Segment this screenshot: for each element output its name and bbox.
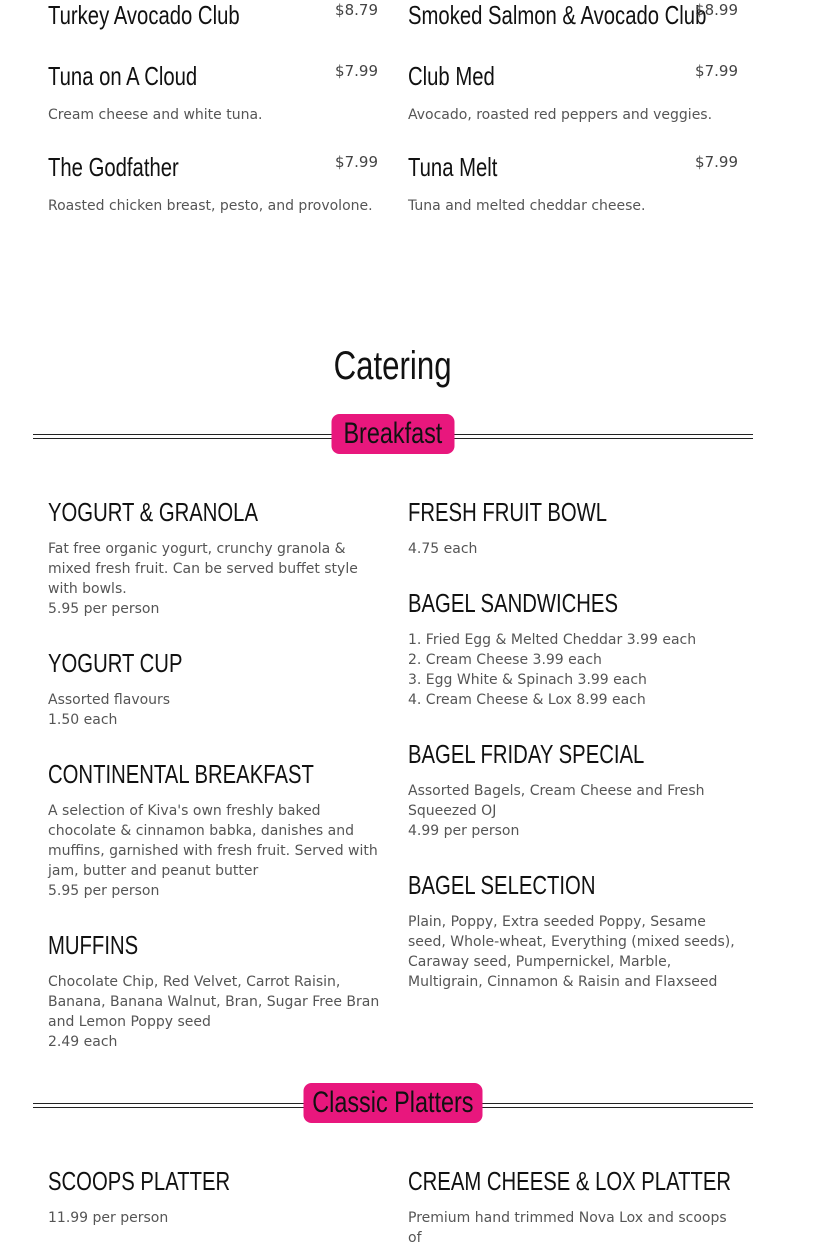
- catering-item-name: MUFFINS: [48, 930, 139, 960]
- menu-item-name: Turkey Avocado Club: [48, 0, 240, 30]
- catering-heading: [0, 344, 785, 388]
- menu-item-name: Smoked Salmon & Avocado Club: [408, 0, 707, 30]
- catering-item-price: 4.75 each: [408, 541, 478, 557]
- catering-title: Catering: [333, 344, 452, 388]
- menu-item-price: $7.99: [335, 62, 378, 80]
- catering-item-yogurt-cup: [48, 648, 383, 730]
- catering-item-yogurt-granola: [48, 497, 383, 619]
- catering-item-name: BAGEL SANDWICHES: [408, 588, 618, 618]
- menu-item-name: Tuna on A Cloud: [48, 61, 198, 91]
- catering-item-description: A selection of Kiva's own freshly baked chocolate & cinnamon babka, danishes and muffins, garnished with fresh fruit. Served with jam, butter and peanut butter: [48, 803, 378, 879]
- catering-item-option: 1. Fried Egg & Melted Cheddar 3.99 each: [408, 632, 697, 648]
- catering-item-description: Assorted flavours: [48, 692, 171, 708]
- catering-item-price: 1.50 each: [48, 712, 118, 728]
- breakfast-label-pill: [331, 414, 454, 454]
- menu-item-price: $8.79: [335, 1, 378, 19]
- catering-item-name: BAGEL FRIDAY SPECIAL: [408, 739, 645, 769]
- menu-item: [48, 61, 378, 125]
- catering-item-bagel-friday-special: [408, 739, 743, 841]
- breakfast-label: Breakfast: [343, 417, 442, 450]
- catering-item-scoops-platter: [48, 1166, 383, 1228]
- catering-item-name: BAGEL SELECTION: [408, 870, 596, 900]
- menu-item-description: Tuna and melted cheddar cheese.: [408, 198, 646, 214]
- menu-item: [48, 152, 378, 216]
- menu-item-name: Tuna Melt: [408, 152, 498, 182]
- menu-item: [408, 61, 738, 125]
- catering-item-price: 5.95 per person: [48, 601, 160, 617]
- catering-item-name: YOGURT CUP: [48, 648, 183, 678]
- catering-item-description: Assorted Bagels, Cream Cheese and Fresh Squeezed OJ: [408, 783, 705, 819]
- catering-item-description: Premium hand trimmed Nova Lox and scoops of: [408, 1210, 727, 1246]
- catering-item-name: FRESH FRUIT BOWL: [408, 497, 608, 527]
- catering-item-name: SCOOPS PLATTER: [48, 1166, 231, 1196]
- menu-item-name: The Godfather: [48, 152, 179, 182]
- catering-item-price: 4.99 per person: [408, 823, 520, 839]
- menu-item: [48, 0, 378, 30]
- menu-item-price: $7.99: [695, 62, 738, 80]
- menu-item-price: $7.99: [335, 153, 378, 171]
- catering-item-option: 2. Cream Cheese 3.99 each: [408, 652, 602, 668]
- catering-item-bagel-sandwiches: [408, 588, 743, 710]
- catering-item-description: Plain, Poppy, Extra seeded Poppy, Sesame seed, Whole-wheat, Everything (mixed seeds), Caraway seed, Pumpernickel, Marble, Multigrain, Cinnamon & Raisin and Flaxseed: [408, 914, 735, 990]
- menu-item: [408, 152, 738, 216]
- catering-item-price: 5.95 per person: [48, 883, 160, 899]
- catering-item-muffins: [48, 930, 383, 1052]
- menu-item-price: $8.99: [695, 1, 738, 19]
- catering-item-name: CONTINENTAL BREAKFAST: [48, 759, 314, 789]
- menu-item: [408, 0, 738, 30]
- platters-label: Classic Platters: [311, 1086, 474, 1119]
- catering-item-option: 4. Cream Cheese & Lox 8.99 each: [408, 692, 646, 708]
- catering-item-description: Fat free organic yogurt, crunchy granola & mixed fresh fruit. Can be served buffet style with bowls.: [48, 541, 358, 597]
- menu-item-description: Cream cheese and white tuna.: [48, 107, 263, 123]
- platters-label-pill: [303, 1083, 482, 1123]
- catering-item-name: CREAM CHEESE & LOX PLATTER: [408, 1166, 732, 1196]
- menu-item-description: Roasted chicken breast, pesto, and provolone.: [48, 198, 373, 214]
- catering-item-fresh-fruit-bowl: [408, 497, 743, 559]
- catering-item-price: 2.49 each: [48, 1034, 118, 1050]
- catering-item-description: Chocolate Chip, Red Velvet, Carrot Raisin, Banana, Banana Walnut, Bran, Sugar Free Bran and Lemon Poppy seed: [48, 974, 380, 1030]
- menu-item-price: $7.99: [695, 153, 738, 171]
- catering-item-cream-cheese-lox-platter: [408, 1166, 743, 1248]
- catering-item-price: 11.99 per person: [48, 1210, 169, 1226]
- menu-item-name: Club Med: [408, 61, 495, 91]
- catering-item-bagel-selection: [408, 870, 743, 992]
- catering-item-continental-breakfast: [48, 759, 383, 901]
- catering-item-name: YOGURT & GRANOLA: [48, 497, 258, 527]
- catering-item-option: 3. Egg White & Spinach 3.99 each: [408, 672, 647, 688]
- menu-item-description: Avocado, roasted red peppers and veggies.: [408, 107, 713, 123]
